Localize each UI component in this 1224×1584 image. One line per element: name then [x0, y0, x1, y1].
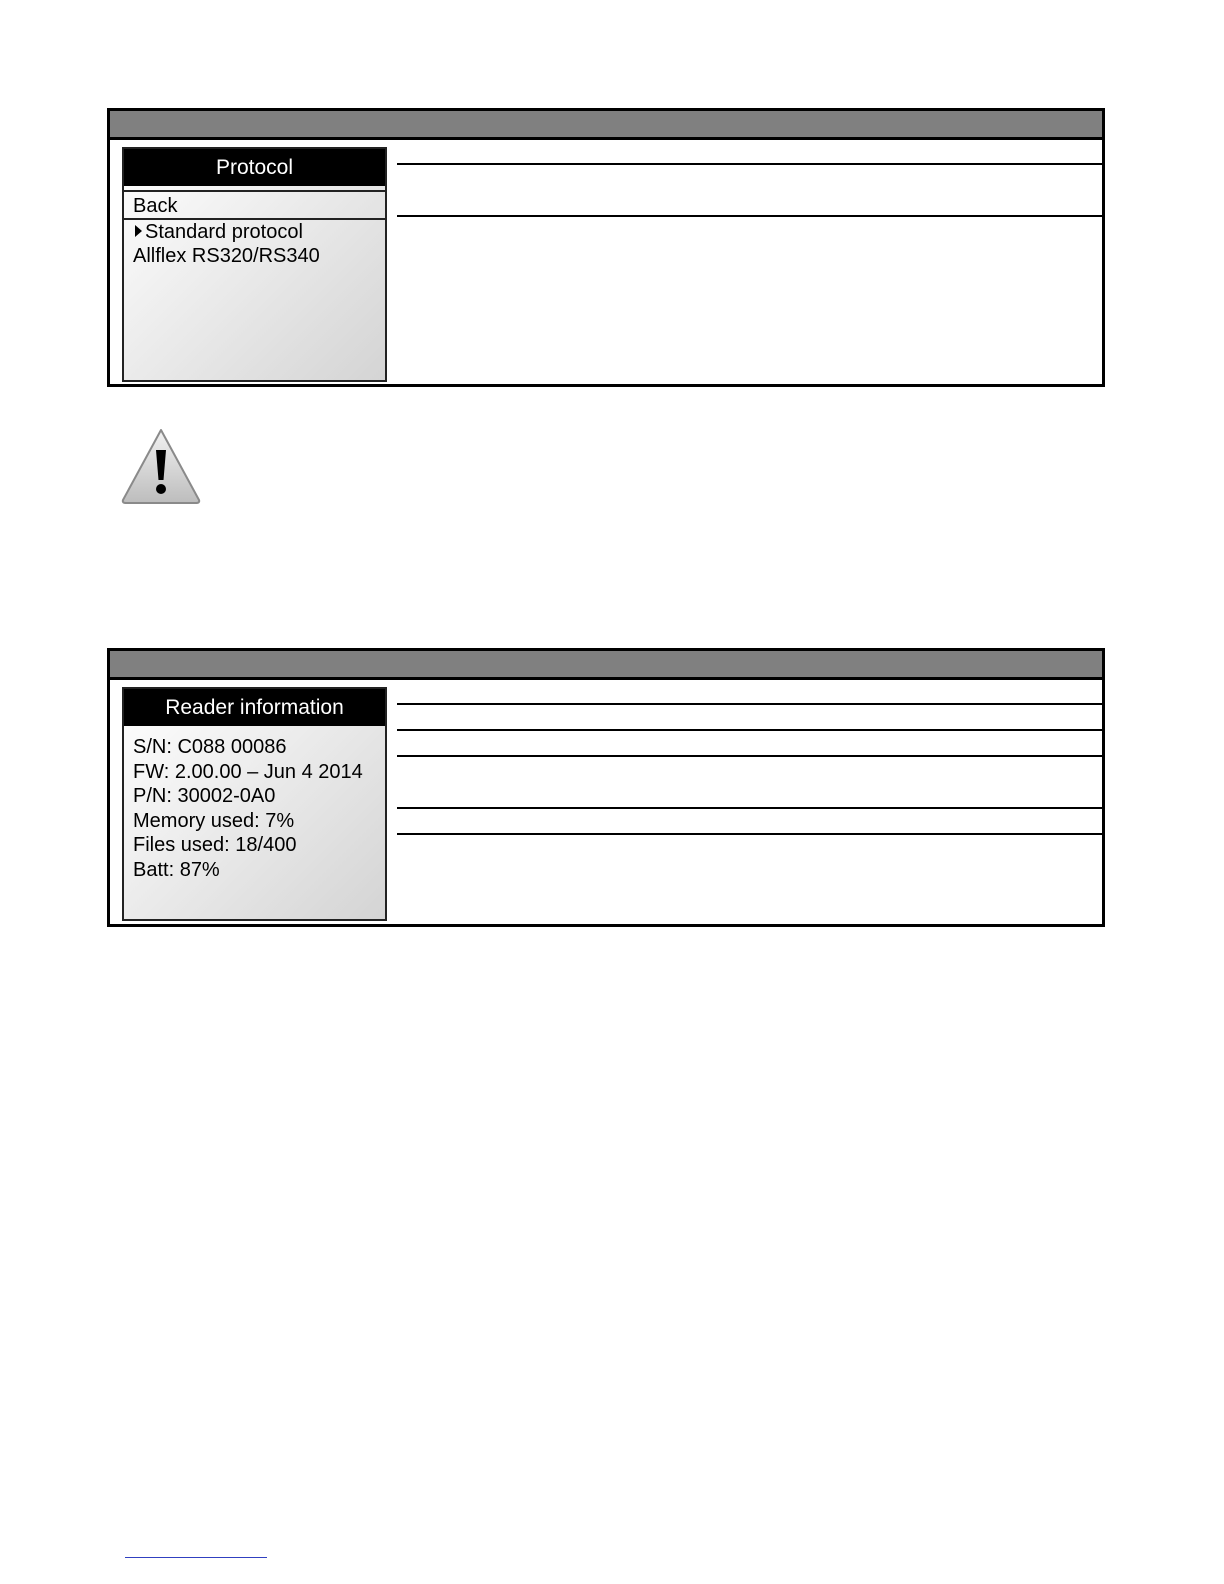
menu-item-back[interactable] — [124, 192, 385, 220]
description-rule — [397, 729, 1102, 731]
protocol-panel-header — [110, 111, 1102, 140]
protocol-panel — [107, 108, 1105, 387]
screen-title: Protocol — [124, 149, 385, 186]
memory-used: Memory used: 7% — [133, 809, 295, 832]
reader-info-panel — [107, 648, 1105, 927]
files-used: Files used: 18/400 — [133, 834, 297, 857]
description-rule — [397, 163, 1102, 165]
serial-number: S/N: C088 00086 — [133, 736, 287, 758]
description-rule — [397, 833, 1102, 835]
menu-item-label: Allflex RS320/RS340 — [133, 245, 320, 267]
menu-item-standard-protocol[interactable] — [124, 220, 385, 244]
battery-level: Batt: 87% — [133, 858, 220, 881]
menu-item-label: Back — [133, 195, 178, 217]
description-rule — [397, 215, 1102, 217]
menu-item-label: Standard protocol — [145, 221, 303, 243]
selection-arrow-icon — [135, 225, 142, 237]
firmware-version: FW: 2.00.00 – Jun 4 2014 — [133, 760, 363, 783]
screen-title: Reader information — [124, 689, 385, 726]
menu-item-allflex[interactable] — [124, 244, 385, 268]
protocol-screen — [122, 147, 387, 382]
description-rule — [397, 755, 1102, 757]
description-rule — [397, 703, 1102, 705]
warning-icon — [119, 426, 203, 506]
description-rule — [397, 807, 1102, 809]
part-number: P/N: 30002-0A0 — [133, 785, 276, 808]
reader-info-panel-header — [110, 651, 1102, 680]
reader-info-screen — [122, 687, 387, 921]
footer-link[interactable] — [125, 1557, 267, 1558]
reader-info-list — [124, 726, 385, 883]
